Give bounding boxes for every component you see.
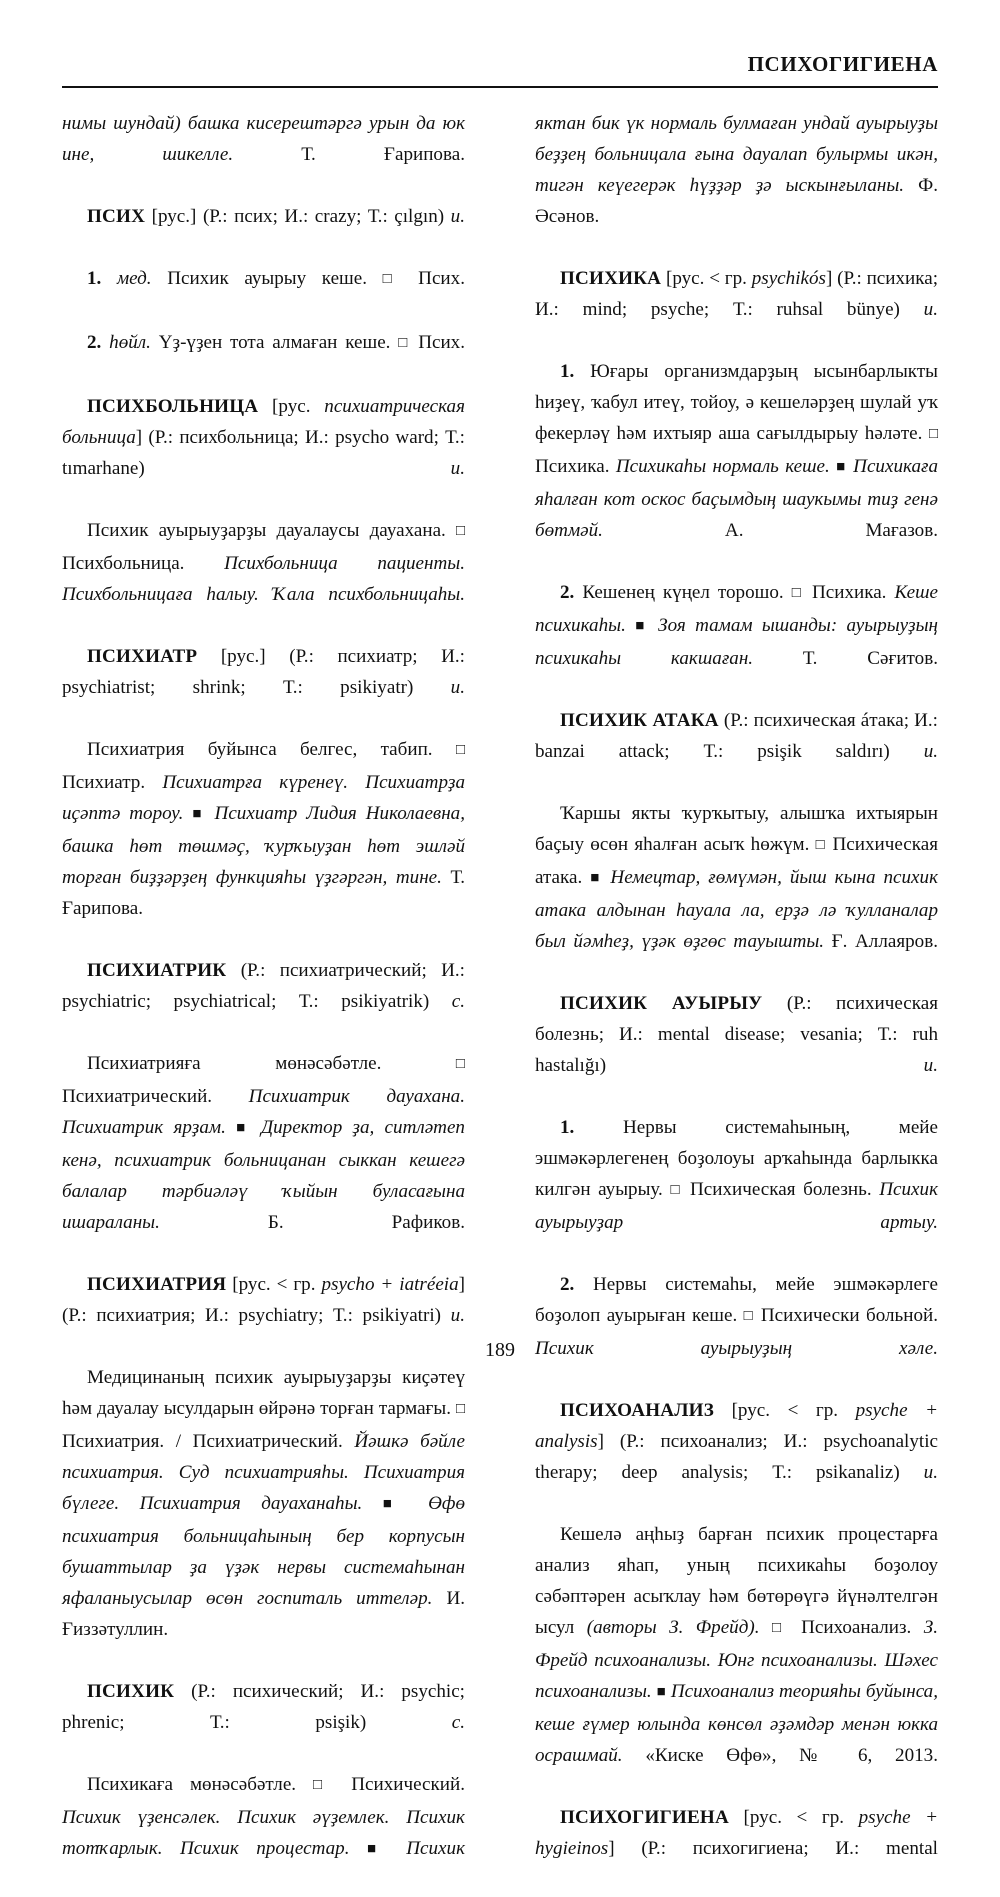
- running-head-title: ПСИХОГИГИЕНА: [747, 52, 938, 76]
- illustration-marker-icon: [670, 1179, 682, 1200]
- citation-text: Психиатр Лидия Николаевна, башка һөт төшмәҫ, ҡурҡыуҙан һөт эшләй торған биҙҙәрҙең функцияһы үҙгәргән, тине.: [62, 803, 466, 888]
- illustration-examples: Психбольница пациенты. Психбольницаға һалыу. Ҡала психбольницаһы.: [62, 553, 465, 605]
- illustration-marker-icon: [792, 582, 804, 603]
- illustration-russian: Психбольница.: [62, 553, 185, 574]
- etymology-close: ]: [135, 427, 143, 448]
- citation-marker-icon: [236, 1117, 251, 1138]
- entry-psihiatr: [62, 641, 465, 734]
- glosses: (Р.: психическая болезнь; И.: mental disease; vesania; Т.: ruh hastalığı): [535, 993, 938, 1076]
- running-header: [62, 52, 938, 96]
- headword: ПСИХОГИГИЕНА: [560, 1807, 729, 1828]
- sense-definition: Психик ауырыу кеше.: [167, 268, 367, 289]
- definition: Психиатрия буйынса белгес, табип.: [87, 739, 433, 760]
- illustration-examples: Психикаһы нормаль кеше.: [615, 456, 830, 477]
- citation-marker-icon: [367, 1838, 389, 1859]
- sense-label: һөйл.: [109, 332, 151, 353]
- sense-2: [535, 577, 938, 705]
- citation-text: Психикаға яһалған кот оскос баҫымдың шаукымы тиҙ генә бөтмәй.: [535, 456, 939, 541]
- entry-psihik: [62, 1676, 465, 1769]
- citation-source: «Киске Өфө», № 6, 2013.: [645, 1745, 938, 1766]
- part-of-speech: и.: [450, 677, 465, 698]
- illustration-russian: Псих.: [418, 268, 465, 289]
- entry-psihik-ataka: [535, 705, 938, 798]
- headword: ПСИХИАТРИК: [87, 960, 227, 981]
- etymology: [рус.]: [151, 206, 197, 227]
- headword: ПСИХ: [87, 206, 146, 227]
- glosses: (Р.: психоанализ; И.: psychoanalytic therapy; deep analysis; Т.: psikanaliz): [535, 1431, 938, 1483]
- definition: Психикаға мөнәсәбәтле.: [87, 1774, 297, 1795]
- citation-source: А. Мағазов.: [724, 520, 938, 541]
- sense-2: [62, 327, 465, 391]
- etymology-open: [рус. < гр.: [665, 268, 747, 289]
- sense-number: 2.: [87, 332, 102, 353]
- etymology-close: ]: [597, 1431, 604, 1452]
- illustration-marker-icon: [456, 1053, 465, 1074]
- illustration-marker-icon: [313, 1774, 334, 1795]
- illustration-russian: Психиатрический.: [62, 1086, 213, 1107]
- etymology-source: psychikós: [751, 268, 826, 289]
- illustration-marker-icon: [816, 834, 827, 855]
- illustration-russian: Психическая болезнь.: [689, 1179, 872, 1200]
- glosses: (Р.: психиатрия; И.: psychiatry; Т.: psikiyatri): [62, 1305, 442, 1326]
- headword: ПСИХИК АТАКА: [560, 710, 719, 731]
- headword: ПСИХИАТР: [87, 646, 198, 667]
- citation-text: Психоанализ теорияһы буйынса, кеше ғүмер юлында көнсөл әҙәмдәр менән юкка осрашмай.: [535, 1681, 938, 1766]
- illustration-russian: Психика.: [535, 456, 610, 477]
- part-of-speech: и.: [923, 1462, 938, 1483]
- illustration-russian: Психиатр.: [62, 772, 146, 793]
- headword: ПСИХБОЛЬНИЦА: [87, 396, 259, 417]
- etymology-open: [рус.: [272, 396, 311, 417]
- etymology-source: psycho + iatréeia: [321, 1274, 459, 1295]
- headword: ПСИХОАНАЛИЗ: [560, 1400, 714, 1421]
- headword: ПСИХИК АУЫРЫУ: [560, 993, 763, 1014]
- citation-marker-icon: [836, 456, 847, 477]
- citation-text: Директор ҙа, ситләтеп кенә, психиатрик больницанан сыккан кешегә балалар тәрбиәләү ҡыйын буласағына ишараланы.: [62, 1117, 465, 1233]
- sense-label: мед.: [116, 268, 152, 289]
- definition: Ҡаршы якты ҡурҡытыу, алышҡа ихтыярын баҫыу өсөн яһалған асыҡ һөжүм.: [535, 803, 938, 855]
- illustration-examples: Йәшкә бәйле психиатрия. Суд психиатрияһы. Психиатрия бүлеге. Психиатрия дауаханаһы.: [62, 1431, 465, 1514]
- illustration-marker-icon: [456, 739, 465, 760]
- entry-psihbolnitsa: [62, 391, 465, 515]
- sense-definition: Нервы системаһы, мейе эшмәкәрлеге боҙолоп ауырыған кеше.: [535, 1274, 938, 1326]
- part-of-speech: с.: [451, 991, 465, 1012]
- etymology-close: ]: [458, 1274, 466, 1295]
- part-of-speech: и.: [923, 1055, 938, 1076]
- citation-source: Б. Рафиков.: [267, 1212, 465, 1233]
- sense-definition: Юғары организмдарҙың ысынбарлыкты һиҙеү, ҡабул итеү, тойоу, ә кешеләрҙең шулай уҡ фекерләү һәм ихтыяр аша сағылдырыу һәләте.: [535, 361, 938, 444]
- part-of-speech: и.: [450, 458, 465, 479]
- glosses: (Р.: псих; И.: crazy; Т.: çılgın): [202, 206, 445, 227]
- headword: ПСИХИАТРИЯ: [87, 1274, 227, 1295]
- carryover-paragraph: [62, 108, 465, 201]
- sense-1: [535, 1112, 938, 1269]
- etymology-open: [рус. < гр.: [731, 1400, 839, 1421]
- etymology-open: [рус. < гр.: [232, 1274, 316, 1295]
- citation-source: Т. Ғарипова.: [62, 867, 465, 919]
- illustration-examples: Кеше психикаһы.: [535, 582, 939, 636]
- illustration-russian: Психоанализ.: [801, 1617, 912, 1638]
- glosses: (Р.: психбольница; И.: psycho ward; Т.: tımarhane): [62, 427, 465, 479]
- etymology-source: психиатрическая больница: [62, 396, 465, 448]
- carryover-source: Т. Ғарипова.: [301, 144, 465, 165]
- definition: Медицинаның психик ауырыуҙарҙы киҫәтеү һәм дауалау ысулдарын өйрәнә торған тармағы.: [62, 1367, 465, 1419]
- part-of-speech: с.: [451, 1712, 465, 1733]
- sense-definition: Үҙ-үҙен тота алмаған кеше.: [158, 332, 391, 353]
- sense-number: 1.: [560, 1117, 575, 1138]
- carryover-text: нимы шундай) башка кисерештәргә урын да юк ине, шикелле.: [62, 113, 465, 165]
- illustration-russian: Псих.: [418, 332, 466, 353]
- definition-block: [62, 515, 465, 641]
- right-column: [535, 108, 939, 1859]
- citation-marker-icon: [192, 803, 205, 824]
- entry-psihogigiena: [535, 1802, 938, 1895]
- illustration-examples: Психик ауырыуҙың хәле.: [535, 1338, 938, 1359]
- citation-marker-icon: [383, 1493, 408, 1514]
- illustration-marker-icon: [744, 1305, 755, 1326]
- sense-1: [62, 263, 465, 327]
- illustration-russian: Психиатрия. / Психиатрический.: [62, 1431, 343, 1452]
- illustration-marker-icon: [456, 1398, 465, 1419]
- etymology-close: ]: [825, 268, 833, 289]
- illustration-russian: Психический.: [351, 1774, 465, 1795]
- citation-marker-icon: [635, 615, 649, 636]
- sense-1: [535, 356, 938, 577]
- entry-psihoanaliz: [535, 1395, 938, 1519]
- definition-block: [535, 1519, 938, 1802]
- glosses: (Р.: психический; И.: psychic; phrenic; Т.: psişik): [62, 1681, 465, 1733]
- headword: ПСИХИКА: [560, 268, 662, 289]
- illustration-marker-icon: [456, 520, 465, 541]
- part-of-speech: и.: [450, 206, 465, 227]
- definition-block: [535, 798, 938, 988]
- carryover-paragraph: [535, 108, 938, 263]
- illustration-examples: Психиатрға күренеү. Психиатрҙа иҫәптә тороу.: [62, 772, 465, 824]
- sense-2: [535, 1269, 938, 1395]
- illustration-examples: Психик үҙенсәлек. Психик әүҙемлек. Психик тотҡарлык. Психик процестар.: [62, 1807, 465, 1859]
- illustration-marker-icon: [772, 1617, 789, 1638]
- citation-text: Зоя тамам ышанды: ауырыуҙың психикаһы какшаған.: [535, 615, 939, 669]
- definition: Психик ауырыуҙарҙы дауалаусы дауахана.: [87, 520, 446, 541]
- glosses: (Р.: психиатрический; И.: psychiatric; psychiatrical; Т.: psikiyatrik): [62, 960, 465, 1012]
- sense-number: 1.: [560, 361, 575, 382]
- definition-block: [62, 1048, 465, 1269]
- headword: ПСИХИК: [87, 1681, 175, 1702]
- illustration-russian: Психика.: [811, 582, 887, 603]
- etymology-source: psyche + hygieinos: [535, 1807, 939, 1859]
- glosses: (Р.: психиатр; И.: psychiatrist; shrink; Т.: psikiyatr): [62, 646, 465, 698]
- illustration-marker-icon: [398, 332, 410, 353]
- part-of-speech: и.: [923, 299, 938, 320]
- glosses: (Р.: психика; И.: mind; psyche; Т.: ruhsal bünye): [535, 268, 939, 320]
- illustration-examples: З. Фрейд психоанализы. Юнг психоанализы. Шәхес психоанализы.: [535, 1617, 938, 1702]
- citation-source: И. Ғиззәтуллин.: [62, 1588, 465, 1640]
- illustration-marker-icon: [383, 268, 403, 289]
- illustration-russian: Психически больной.: [760, 1305, 939, 1326]
- definition: Кешелә аңһыҙ барған психик процестарға анализ яһап, уның психикаһы боҙолоу сәбәптәрен асыҡлау һәм бөтөрөүгә йүнәлтелгән ысул: [535, 1524, 938, 1638]
- part-of-speech: и.: [450, 1305, 465, 1326]
- citation-marker-icon: [657, 1681, 666, 1702]
- sense-number: 1.: [87, 268, 102, 289]
- illustration-examples: Психик ауырыуҙар артыу.: [535, 1179, 938, 1233]
- sense-definition: Кешенең күңел торошо.: [582, 582, 784, 603]
- part-of-speech: и.: [923, 741, 939, 762]
- entry-psihik-auyryu: [535, 988, 938, 1112]
- glosses: (Р.: психическая áтака; И.: banzai attack; Т.: psişik saldırı): [535, 710, 938, 762]
- header-rule: [62, 86, 938, 88]
- sense-number: 2.: [560, 582, 575, 603]
- left-column: [62, 108, 466, 1859]
- citation-source: Ғ. Аллаяров.: [831, 931, 938, 952]
- entry-psihika: [535, 263, 938, 356]
- etymology-open: [рус. < гр.: [743, 1807, 845, 1828]
- definition-block: [62, 1769, 465, 1897]
- etymology: [рус.]: [220, 646, 266, 667]
- definition-block: [62, 734, 465, 955]
- page-number: 189: [485, 1339, 515, 1361]
- sense-definition: Нервы системаһының, мейе эшмәкәрлегенең боҙолоуы арҡаһында барлыкка килгән ауырыу.: [535, 1117, 939, 1200]
- citation-continues: Психик: [406, 1838, 465, 1859]
- etymology-source: psyche + analysis: [535, 1400, 938, 1452]
- definition: Психиатрияға мөнәсәбәтле.: [87, 1053, 382, 1074]
- citation-text: Өфө психиатрия больницаһының бер корпусын бушаттылар ҙа үҙәк нервы системаһынан яфаланыусылар өсөн госпиталь иттеләр.: [62, 1493, 466, 1609]
- entry-psih: [62, 201, 465, 263]
- carryover-text: яктан бик үк нормаль булмаған ундай ауырыуҙы беҙҙең больницала ғына дауалап булырмы икән, тигән кеүегерәк һүҙҙәр ҙә ыскынғыланы.: [535, 113, 938, 196]
- definition-block: [62, 1362, 465, 1676]
- definition-attribution: (авторы З. Фрейд).: [586, 1617, 760, 1638]
- etymology-close: ]: [608, 1838, 615, 1859]
- carryover-source: Ф. Әсәнов.: [535, 175, 938, 227]
- illustration-russian: Психическая атака.: [535, 834, 939, 888]
- entry-psihiatrik: [62, 955, 465, 1048]
- sense-number: 2.: [560, 1274, 575, 1295]
- illustration-marker-icon: [929, 423, 938, 444]
- glosses-partial: (Р.: психогигиена; И.: mental: [641, 1838, 938, 1859]
- citation-marker-icon: [590, 867, 602, 888]
- citation-text: Немецтар, ғөмүмән, йыш кына психик атака алдынан һауала ла, ерҙә лә ҡулланалар был йәмһеҙ, үҙәк өҙгөс тауышты.: [535, 867, 938, 952]
- citation-source: Т. Сәғитов.: [802, 648, 938, 669]
- illustration-examples: Психиатрик дауахана. Психиатрик ярҙам.: [62, 1086, 465, 1138]
